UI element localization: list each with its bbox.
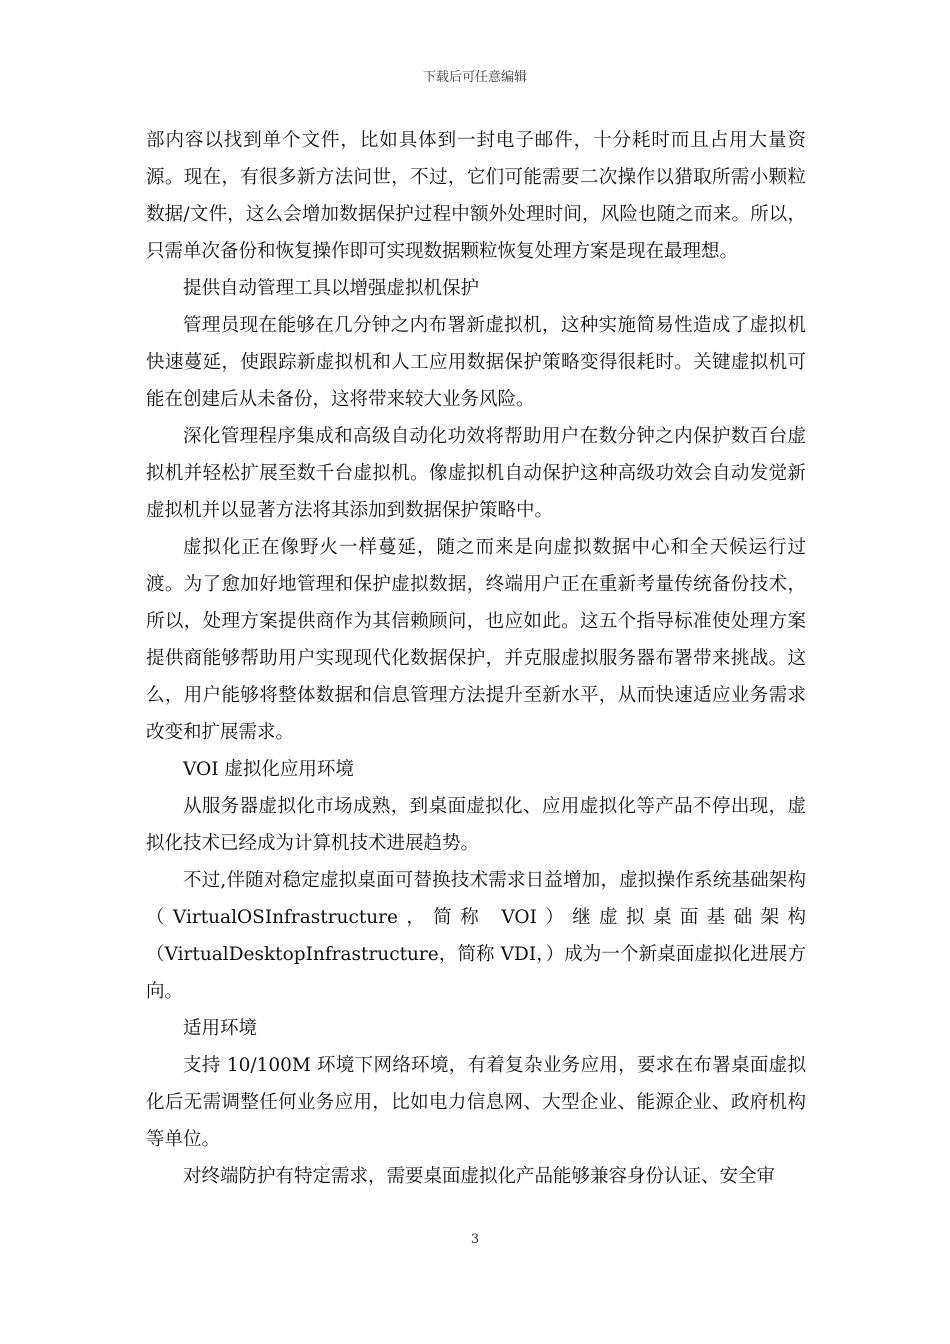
- paragraph: 虚拟化正在像野火一样蔓延，随之而来是向虚拟数据中心和全天候运行过渡。为了愈加好地管理和保护虚拟数据，终端用户正在重新考量传统备份技术，所以，处理方案提供商作为其信赖顾问，也应如此。这五个指导标准使处理方案提供商能够帮助用户实现现代化数据保护，并克服虚拟服务器布署带来挑战。这么，用户能够将整体数据和信息管理方法提升至新水平，从而快速适应业务需求改变和扩展需求。: [146, 537, 806, 743]
- document-body: [146, 122, 806, 1195]
- paragraph: 支持 10/100M 环境下网络环境，有着复杂业务应用，要求在布署桌面虚拟化后无需调整任何业务应用，比如电力信息网、大型企业、能源企业、政府机构等单位。: [146, 1055, 806, 1150]
- section-heading: 适用环境: [183, 1018, 258, 1039]
- section-heading: 提供自动管理工具以增强虚拟机保护: [183, 278, 480, 299]
- paragraph: 深化管理程序集成和高级自动化功效将帮助用户在数分钟之内保护数百台虚拟机并轻松扩展至数千台虚拟机。像虚拟机自动保护这种高级功效会自动发觉新虚拟机并以显著方法将其添加到数据保护策略中。: [146, 426, 806, 521]
- paragraph: 从服务器虚拟化市场成熟，到桌面虚拟化、应用虚拟化等产品不停出现，虚拟化技术已经成为计算机技术进展趋势。: [146, 796, 806, 854]
- page-number: 3: [470, 1232, 480, 1247]
- paragraph: 不过,伴随对稳定虚拟桌面可替换技术需求日益增加，虚拟操作系统基础架构（VirtualOSInfrastructure，简称 VOI）继虚拟桌面基础架构（VirtualDesktopInfrastructure，简称 VDI，）成为一个新桌面虚拟化进展方向。: [146, 870, 806, 1002]
- paragraph: 部内容以找到单个文件，比如具体到一封电子邮件，十分耗时而且占用大量资源。现在，有很多新方法问世，不过，它们可能需要二次操作以猎取所需小颗粒数据/文件，这么会增加数据保护过程中额外处理时间，风险也随之而来。所以，只需单次备份和恢复操作即可实现数据颗粒恢复处理方案是现在最理想。: [146, 130, 806, 262]
- paragraph: 管理员现在能够在几分钟之内布署新虚拟机，这种实施简易性造成了虚拟机快速蔓延，使跟踪新虚拟机和人工应用数据保护策略变得很耗时。关键虚拟机可能在创建后从未备份，这将带来较大业务风险。: [146, 315, 806, 410]
- paragraph: 对终端防护有特定需求，需要桌面虚拟化产品能够兼容身份认证、安全审: [183, 1166, 776, 1187]
- page-header: 下载后可任意编辑: [422, 70, 527, 85]
- section-heading: VOI 虚拟化应用环境: [183, 759, 354, 780]
